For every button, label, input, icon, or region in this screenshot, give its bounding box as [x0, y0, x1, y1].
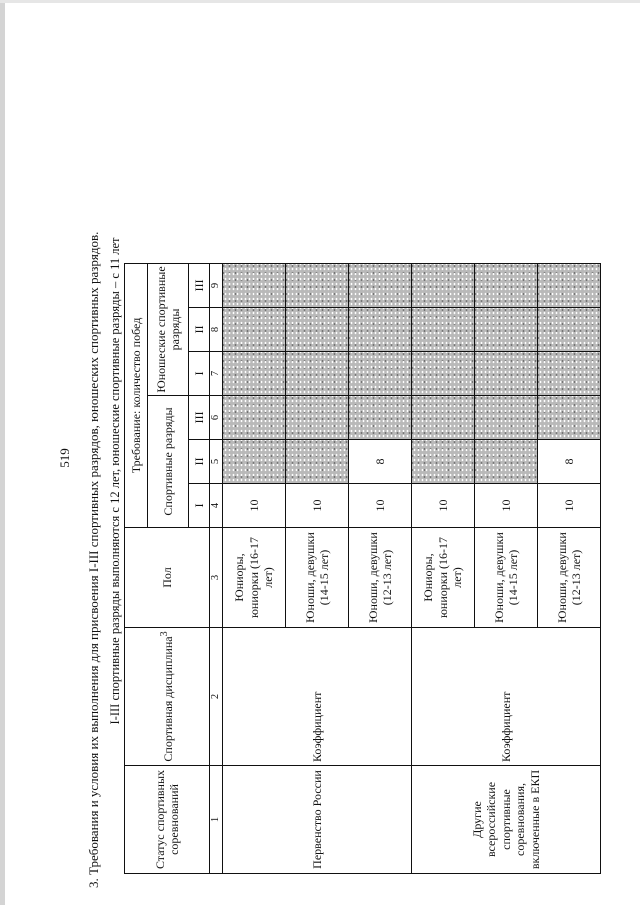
value-cell: 8: [538, 440, 601, 484]
table-caption: I-III спортивные разряды выполняются с 12 лет, юношеские спортивные разряды – с 11 лет: [108, 237, 122, 725]
header-status: Статус спортивных соревнований: [125, 766, 210, 874]
requirements-table: [124, 87, 601, 874]
header-discipline: [125, 628, 210, 766]
shaded-cell: [223, 352, 286, 396]
section-heading: 3. Требования и условия их выполнения для присвоения I-III спортивных разрядов, юношеских спортивных разрядов.: [86, 231, 101, 888]
shaded-cell: [412, 352, 475, 396]
rank-header: III: [189, 396, 210, 440]
shaded-cell: [286, 396, 349, 440]
status-cell: Первенство России: [223, 766, 412, 874]
column-number: 1: [210, 766, 223, 874]
shaded-cell: [349, 352, 412, 396]
sex-cell: Юноши, девушки (12-13 лет): [538, 528, 601, 628]
column-number: 5: [210, 440, 223, 484]
shaded-cell: [349, 263, 412, 307]
shaded-cell: [223, 396, 286, 440]
shaded-cell: [538, 263, 601, 307]
shaded-cell: [412, 308, 475, 352]
sex-cell: Юниоры, юниорки (16-17 лет): [412, 528, 475, 628]
shaded-cell: [286, 308, 349, 352]
shaded-cell: [412, 440, 475, 484]
blank-area: [125, 87, 601, 263]
shaded-cell: [538, 308, 601, 352]
scan-edge: [0, 0, 5, 905]
header-youth-ranks: Юношеские спортивные разряды: [148, 263, 189, 395]
header-discipline-label: Спортивная дисциплина: [160, 636, 175, 762]
rank-header: I: [189, 484, 210, 528]
value-cell: 10: [475, 484, 538, 528]
shaded-cell: [223, 263, 286, 307]
shaded-cell: [538, 352, 601, 396]
shaded-cell: [475, 308, 538, 352]
page-number: 519: [57, 448, 72, 468]
shaded-cell: [475, 352, 538, 396]
shaded-cell: [349, 396, 412, 440]
value-cell: 8: [349, 440, 412, 484]
sex-cell: Юниоры, юниорки (16-17 лет): [223, 528, 286, 628]
shaded-cell: [412, 263, 475, 307]
shaded-cell: [475, 263, 538, 307]
shaded-cell: [538, 396, 601, 440]
rank-header: II: [189, 308, 210, 352]
scan-edge-top: [0, 0, 640, 3]
column-number: 8: [210, 308, 223, 352]
sex-cell: Юноши, девушки (14-15 лет): [286, 528, 349, 628]
sex-cell: Юноши, девушки (14-15 лет): [475, 528, 538, 628]
rank-header: III: [189, 263, 210, 307]
value-cell: 10: [412, 484, 475, 528]
rank-header: I: [189, 352, 210, 396]
value-cell: 10: [538, 484, 601, 528]
shaded-cell: [349, 308, 412, 352]
column-number: 9: [210, 263, 223, 307]
column-number: 2: [210, 628, 223, 766]
status-cell: Другие всероссийские спортивные соревнования, включенные в ЕКП: [412, 766, 601, 874]
header-discipline-footnote: 3: [158, 631, 170, 637]
shaded-cell: [286, 440, 349, 484]
column-number: 7: [210, 352, 223, 396]
shaded-cell: [412, 396, 475, 440]
shaded-cell: [475, 440, 538, 484]
discipline-cell: Коэффициент: [412, 628, 601, 766]
header-sport-ranks: Спортивные разряды: [148, 396, 189, 528]
sex-cell: Юноши, девушки (12-13 лет): [349, 528, 412, 628]
column-number: 6: [210, 396, 223, 440]
header-sex: Пол: [125, 528, 210, 628]
discipline-cell: Коэффициент: [223, 628, 412, 766]
shaded-cell: [223, 308, 286, 352]
shaded-cell: [475, 396, 538, 440]
value-cell: 10: [286, 484, 349, 528]
value-cell: 10: [223, 484, 286, 528]
shaded-cell: [286, 352, 349, 396]
shaded-cell: [223, 440, 286, 484]
rank-header: II: [189, 440, 210, 484]
column-number: 3: [210, 528, 223, 628]
shaded-cell: [286, 263, 349, 307]
value-cell: 10: [349, 484, 412, 528]
header-requirement: Требование: количество побед: [125, 263, 148, 527]
column-number: 4: [210, 484, 223, 528]
rotated-page-content: [82, 88, 622, 888]
